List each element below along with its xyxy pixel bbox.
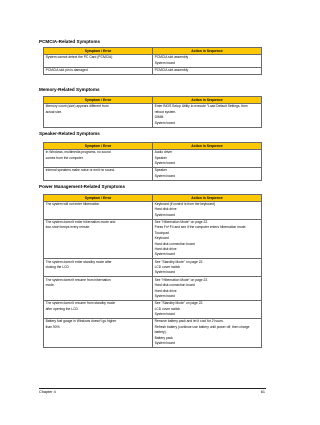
action-column-header: Action in Sequence: [153, 48, 262, 55]
symptom-line: System cannot detect the PC Card (PCMCIA): [45, 55, 113, 60]
symptom-cell: [44, 104, 153, 128]
action-line: Remove battery pack and let it cool for 2 hours.: [154, 319, 224, 324]
symptom-column-header: Symptom / Error: [44, 194, 153, 201]
symptom-cell: [44, 259, 153, 277]
symptom-cell: [44, 300, 153, 318]
table-row: [44, 259, 262, 277]
pcmcia-symptoms-table: [43, 47, 262, 75]
table-row: [44, 277, 262, 301]
action-line: Enter BIOS Setup Utility to execute "Load Default Settings, then: [154, 104, 248, 109]
action-line: Hard disk connection board: [154, 241, 195, 246]
symptom-cell: [44, 168, 153, 181]
table-header-row: [44, 194, 262, 201]
section-title-power: Power Management-Related Symptoms: [39, 184, 126, 189]
action-line: See "Hibernation Mode" on page 22.: [154, 219, 209, 224]
symptom-cell: [44, 55, 153, 68]
symptom-line: In Windows, multimedia programs, no sound: [45, 150, 111, 155]
memory-symptoms-table: [43, 96, 262, 128]
symptom-line: The system doesn't resume from hibernation: [45, 277, 111, 282]
section-title-speaker: Speaker-Related Symptoms: [39, 131, 100, 136]
action-line: System board: [154, 270, 175, 275]
symptom-column-header: Symptom / Error: [44, 48, 153, 55]
action-line: Battery pack: [154, 335, 173, 340]
symptom-line: The system doesn't resume from standby mode: [45, 301, 116, 306]
action-line: Hard disk drive: [154, 288, 177, 293]
footer-divider: [39, 388, 266, 389]
action-line: PCMCIA slot assembly: [154, 55, 189, 60]
symptom-cell: [44, 277, 153, 301]
table-row: [44, 219, 262, 259]
symptom-line: comes from the computer.: [45, 155, 84, 160]
action-line: battery).: [154, 330, 167, 335]
action-cell: [153, 201, 262, 219]
action-cell: [153, 67, 262, 74]
symptom-column-header: Symptom / Error: [44, 143, 153, 150]
action-line: LCD cover switch: [154, 306, 181, 311]
action-line: System board: [154, 212, 175, 217]
table-row: [44, 201, 262, 219]
table-row: [44, 104, 262, 128]
action-line: System board: [154, 173, 175, 178]
symptom-line: than 90%.: [45, 324, 61, 329]
table-row: [44, 150, 262, 168]
section-title-memory: Memory-Related Symptoms: [39, 87, 100, 92]
table-row: [44, 168, 262, 181]
action-cell: [153, 219, 262, 259]
action-cell: [153, 150, 262, 168]
action-cell: [153, 55, 262, 68]
action-cell: [153, 300, 262, 318]
symptom-cell: [44, 67, 153, 74]
symptom-line: Internal speakers make noise or emit no sound.: [45, 168, 116, 173]
power-symptoms-table: [43, 194, 262, 349]
action-line: System board: [154, 252, 175, 257]
action-cell: [153, 259, 262, 277]
symptom-line: Battery fuel gauge in Windows doesn't go higher: [45, 319, 117, 324]
table-header-row: [44, 143, 262, 150]
action-column-header: Action in Sequence: [153, 143, 262, 150]
table-row: [44, 67, 262, 74]
action-column-header: Action in Sequence: [153, 97, 262, 104]
action-line: Hard disk drive: [154, 246, 177, 251]
table-header-row: [44, 48, 262, 55]
table-row: [44, 55, 262, 68]
action-line: Speaker: [154, 168, 167, 173]
action-line: Keyboard: [154, 236, 169, 241]
footer-chapter: Chapter 4: [39, 389, 56, 394]
action-line: System board: [154, 120, 175, 125]
footer-page-number: 61: [260, 389, 265, 394]
action-line: reboot system.: [154, 109, 177, 114]
action-cell: [153, 319, 262, 348]
speaker-symptoms-table: [43, 142, 262, 181]
section-title-pcmcia: PCMCIA-Related Symptoms: [39, 38, 101, 44]
action-column-header: Action in Sequence: [153, 194, 262, 201]
action-line: See "Standby Mode" on page 22.: [154, 301, 204, 306]
symptom-line: closing the LCD: [45, 265, 69, 270]
symptom-cell: [44, 150, 153, 168]
table-header-row: [44, 97, 262, 104]
action-line: System board: [154, 161, 175, 166]
action-line: See "Standby Mode" on page 22.: [154, 259, 204, 264]
action-line: PCMCIA slot assembly: [154, 68, 189, 72]
symptom-column-header: Symptom / Error: [44, 97, 153, 104]
symptom-cell: [44, 319, 153, 348]
action-line: DIMM: [154, 115, 164, 120]
table-row: [44, 319, 262, 348]
action-line: Speaker: [154, 155, 167, 160]
symptom-line: The system doesn't enter standby mode after: [45, 259, 112, 264]
action-line: Audio driver: [154, 150, 173, 155]
symptom-cell: [44, 201, 153, 219]
symptom-line: The system doesn't enter hibernation mode and: [45, 219, 116, 224]
symptom-line: Memory count (size) appears different from: [45, 104, 109, 109]
action-line: System board: [154, 60, 175, 65]
action-line: Press Fn+F4 and see if the computer enters hibernation mode.: [154, 225, 247, 230]
action-line: System board: [154, 293, 175, 298]
action-line: Hard disk drive: [154, 207, 177, 212]
action-cell: [153, 104, 262, 128]
action-line: System board: [154, 312, 175, 317]
symptom-line: PCMCIA slot pin is damaged.: [45, 68, 89, 72]
symptom-line: after opening the LCD.: [45, 306, 79, 311]
table-row: [44, 300, 262, 318]
action-line: Hard disk connection board: [154, 283, 195, 288]
action-line: LCD cover switch: [154, 265, 181, 270]
action-line: Refresh battery (continue use battery until power off, then charge: [154, 324, 250, 329]
symptom-cell: [44, 219, 153, 259]
action-cell: [153, 168, 262, 181]
action-line: Touchpad: [154, 230, 169, 235]
symptom-line: The system will not enter hibernation: [45, 201, 100, 206]
action-line: See "Hibernation Mode" on page 22.: [154, 277, 209, 282]
action-line: Keyboard (if control is from the keyboard): [154, 201, 216, 206]
action-cell: [153, 277, 262, 301]
symptom-line: four short beeps every minute.: [45, 225, 91, 230]
symptom-line: actual size.: [45, 109, 63, 114]
action-line: System board: [154, 341, 175, 345]
symptom-line: mode.: [45, 283, 55, 288]
